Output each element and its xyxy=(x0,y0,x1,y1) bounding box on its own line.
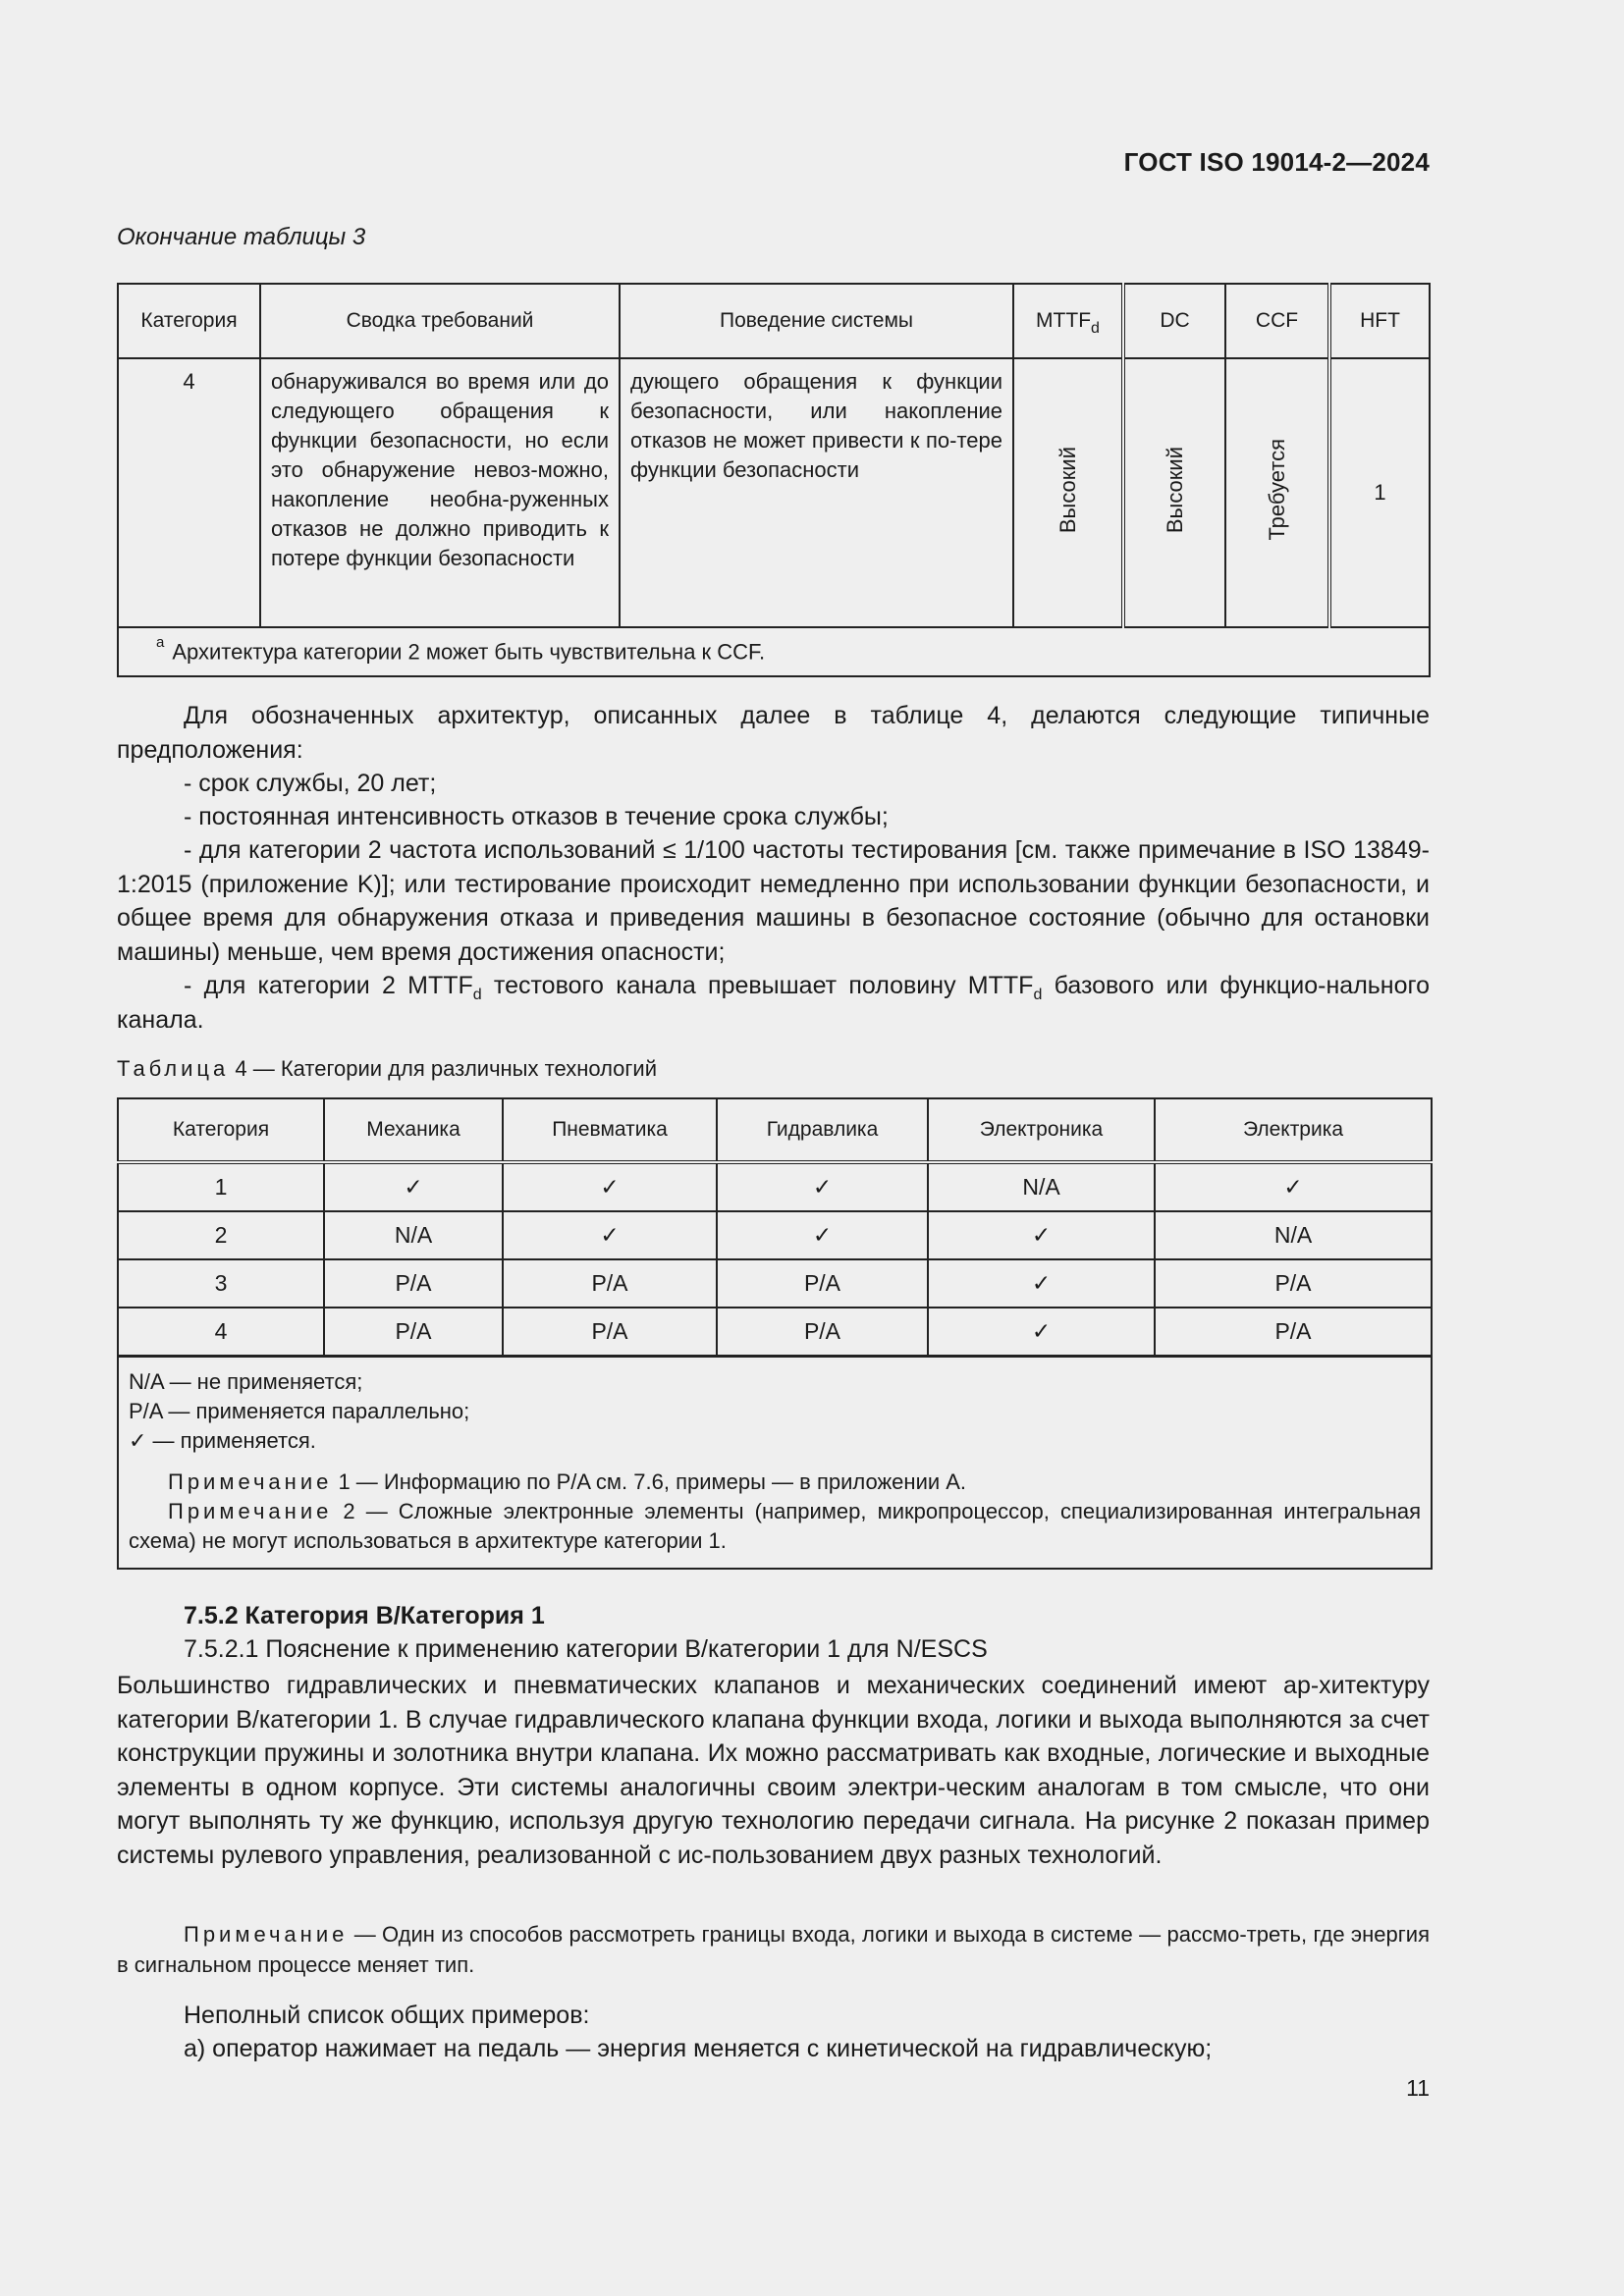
item4-part-b: тестового канала превышает половину MTTF xyxy=(481,972,1034,999)
subsection-heading: 7.5.2.1 Пояснение к применению категории B/категории 1 для N/ESCS xyxy=(184,1635,988,1663)
section-heading: 7.5.2 Категория B/Категория 1 xyxy=(184,1602,545,1629)
table3-footnote xyxy=(118,627,1430,676)
table-cell: ✓ xyxy=(717,1211,928,1259)
table-cell: P/A xyxy=(1155,1308,1432,1357)
caption-label: Таблица xyxy=(117,1056,230,1081)
table4-header-pneumatics: Пневматика xyxy=(503,1098,717,1162)
note-text: 1 — Информацию по P/A см. 7.6, примеры — в приложении A. xyxy=(332,1469,967,1494)
table-cell: ✓ xyxy=(324,1162,503,1211)
note-text: 2 — Сложные электронные элементы (например, микропроцессор, специализированная интегральная схема) не могут использоваться в архитектуре категории 1. xyxy=(129,1499,1421,1553)
table4-notes-row xyxy=(118,1357,1432,1570)
document-code: ГОСТ ISO 19014-2—2024 xyxy=(1123,147,1430,177)
footnote-mark: a xyxy=(156,634,165,652)
table4-note-1 xyxy=(129,1468,1421,1497)
table3-cell-ccf xyxy=(1225,358,1329,627)
note-label: Примечание xyxy=(184,1922,349,1947)
mttf-value: Высокий xyxy=(1055,446,1080,534)
table-cell: ✓ xyxy=(503,1211,717,1259)
list-intro: Неполный список общих примеров: xyxy=(184,2002,590,2029)
table-cell: ✓ xyxy=(928,1259,1155,1308)
notes-spacer xyxy=(129,1456,1421,1468)
section-paragraph: Большинство гидравлических и пневматических клапанов и механических соединений имеют ар-хитектуру категории B/категории 1. В случае гидравлического клапана функции входа, логики и выхода выполняются за счет конструкции пружины и золотника внутри клапана. Их можно рассматривать как входные, логические и выходные элементы в одном корпусе. Эти системы аналогичны своим электри-ческим аналогам в том смысле, что они могут выполнять ту же функцию, используя другую технологию передачи сигнала. На рисунке 2 показан пример системы рулевого управления, реализованной с ис-пользованием двух разных технологий. xyxy=(117,1672,1430,1869)
table-cell: P/A xyxy=(324,1308,503,1357)
table4-header-category: Категория xyxy=(118,1098,324,1162)
item4-part-a: - для категории 2 MTTF xyxy=(184,972,473,999)
table4-caption xyxy=(117,1056,657,1082)
legend-check: ✓ — применяется. xyxy=(129,1428,316,1453)
table3-header-summary: Сводка требований xyxy=(260,284,620,358)
table3-header-hft: HFT xyxy=(1329,284,1430,358)
table-cell: P/A xyxy=(503,1308,717,1357)
list-item xyxy=(117,969,1430,1037)
table-cell: 3 xyxy=(118,1259,324,1308)
table3-header-ccf: CCF xyxy=(1225,284,1329,358)
table-row xyxy=(118,1259,1432,1308)
caption-text: 4 — Категории для различных технологий xyxy=(235,1056,658,1081)
table-row xyxy=(118,1211,1432,1259)
legend-na: N/A — не применяется; xyxy=(129,1369,363,1394)
paragraph-assumptions: Для обозначенных архитектур, описанных далее в таблице 4, делаются следующие типичные предположения: xyxy=(117,702,1430,764)
table-cell: N/A xyxy=(324,1211,503,1259)
note-label: Примечание xyxy=(168,1469,333,1494)
table3-header-dc: DC xyxy=(1123,284,1225,358)
table3-header-behavior: Поведение системы xyxy=(620,284,1013,358)
table3-header-category: Категория xyxy=(118,284,260,358)
list-item: - для категории 2 частота использований ≤ 1/100 частоты тестирования [см. также примечание в ISO 13849-1:2015 (приложение K)]; или тестирование происходит немедленно при использовании функции безопасности, и общее время для обнаружения отказа и приведения машины в безопасное состояние (обычно для остановки машины) меньше, чем время достижения опасности; xyxy=(117,836,1430,966)
table-cell: ✓ xyxy=(717,1162,928,1211)
table-row xyxy=(118,1308,1432,1357)
table-cell: P/A xyxy=(503,1259,717,1308)
item4-subscript: d xyxy=(1033,987,1043,1003)
table-cell: 2 xyxy=(118,1211,324,1259)
table3-cell-category: 4 xyxy=(118,358,260,627)
table4-note-2 xyxy=(129,1497,1421,1556)
table3-continuation-label: Окончание таблицы 3 xyxy=(117,224,366,250)
table3-cell-hft: 1 xyxy=(1329,358,1430,627)
table3-cell-mttf xyxy=(1013,358,1123,627)
table-cell: ✓ xyxy=(503,1162,717,1211)
table3-header-mttf xyxy=(1013,284,1123,358)
table-cell: P/A xyxy=(717,1308,928,1357)
table-row xyxy=(118,358,1430,627)
mttf-label: MTTF xyxy=(1036,309,1092,332)
page-number: 11 xyxy=(1406,2075,1430,2101)
table-cell: ✓ xyxy=(928,1211,1155,1259)
table4 xyxy=(117,1097,1433,1570)
table-cell: N/A xyxy=(928,1162,1155,1211)
table3-cell-dc xyxy=(1123,358,1225,627)
table4-header-mechanics: Механика xyxy=(324,1098,503,1162)
item4-subscript: d xyxy=(472,987,482,1003)
table-row xyxy=(118,1162,1432,1211)
table4-header-electronics: Электроника xyxy=(928,1098,1155,1162)
table-cell: P/A xyxy=(717,1259,928,1308)
table3 xyxy=(117,283,1431,677)
mttf-subscript: d xyxy=(1091,320,1100,337)
list-item: а) оператор нажимает на педаль — энергия меняется с кинетической на гидравлическую; xyxy=(184,2035,1213,2062)
legend-pa: P/A — применяется параллельно; xyxy=(129,1399,470,1423)
table4-header-row xyxy=(118,1098,1432,1162)
footnote-text: Архитектура категории 2 может быть чувствительна к CCF. xyxy=(172,639,766,665)
section-note xyxy=(117,1919,1430,1980)
table3-cell-behavior: дующего обращения к функции безопасности, или накопление отказов не может привести к по-тере функции безопасности xyxy=(620,358,1013,627)
dc-value: Высокий xyxy=(1162,446,1187,534)
table-cell: 4 xyxy=(118,1308,324,1357)
table4-header-electrics: Электрика xyxy=(1155,1098,1432,1162)
table4-notes xyxy=(118,1357,1432,1570)
note-label: Примечание xyxy=(168,1499,333,1523)
table-cell: ✓ xyxy=(1155,1162,1432,1211)
list-item: - постоянная интенсивность отказов в течение срока службы; xyxy=(184,803,889,830)
table3-footnote-row xyxy=(118,627,1430,676)
table4-header-hydraulics: Гидравлика xyxy=(717,1098,928,1162)
table3-header-row xyxy=(118,284,1430,358)
table-cell: ✓ xyxy=(928,1308,1155,1357)
item4-part-c: базового или функцио-нального канала. xyxy=(117,972,1430,1034)
table3-cell-summary: обнаруживался во время или до следующего обращения к функции безопасности, но если это обнаружение невоз-можно, накопление необна-руженных отказов не должно приводить к потере функции безопасности xyxy=(260,358,620,627)
table-cell: P/A xyxy=(1155,1259,1432,1308)
note-text: — Один из способов рассмотреть границы входа, логики и выхода в системе — рассмо-треть, где энергия в сигнальном процессе меняет тип. xyxy=(117,1922,1430,1977)
table-cell: 1 xyxy=(118,1162,324,1211)
ccf-value: Требуется xyxy=(1264,439,1289,541)
table-cell: P/A xyxy=(324,1259,503,1308)
list-item: - срок службы, 20 лет; xyxy=(184,770,437,797)
table-cell: N/A xyxy=(1155,1211,1432,1259)
